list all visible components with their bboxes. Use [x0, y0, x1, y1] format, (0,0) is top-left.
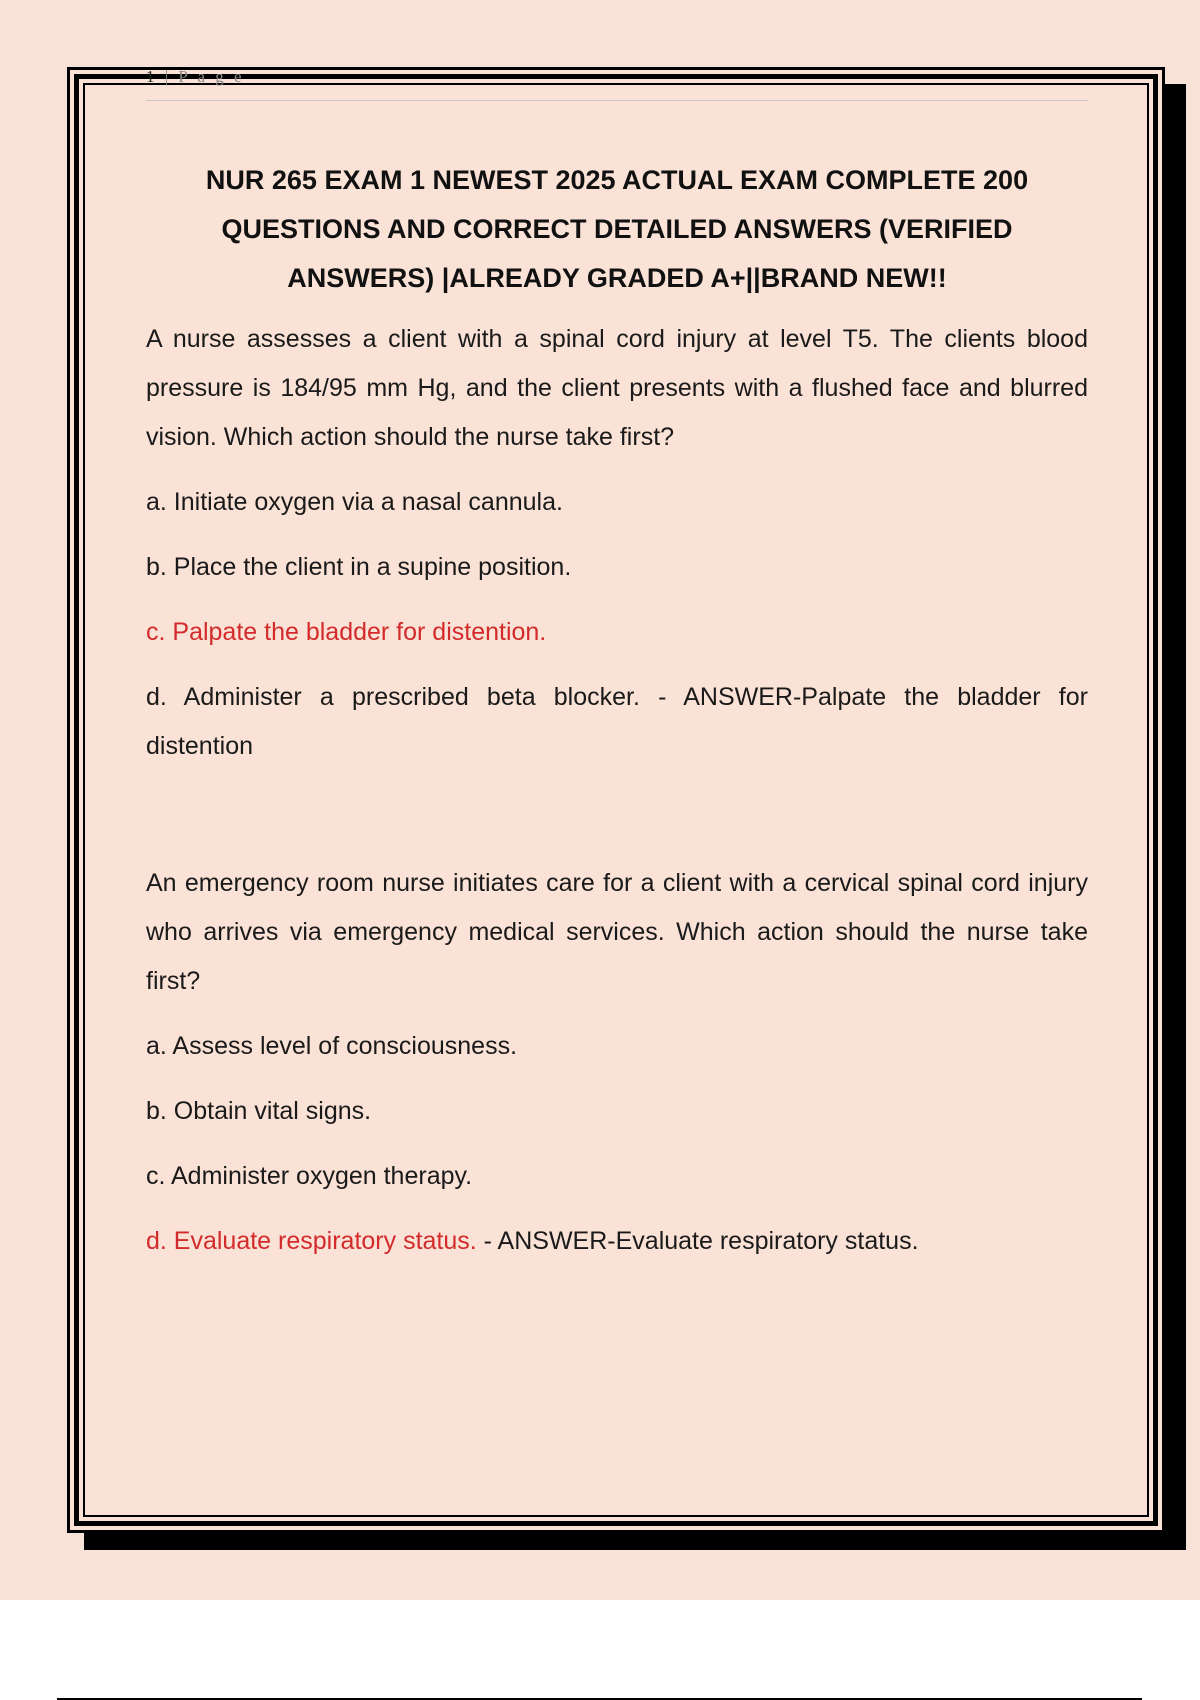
question-1-answer: - ANSWER-Palpate the bladder for distention: [146, 683, 1088, 760]
question-1-option-c-correct: c. Palpate the bladder for distention.: [146, 618, 547, 646]
question-2-option-a: a. Assess level of consciousness.: [146, 1032, 518, 1060]
question-1-stem: A nurse assesses a client with a spinal cord injury at level T5. The clients blood pressure is 184/95 mm Hg, and the client presents with a flushed face and blurred vision. Which action should the nurse take first?: [146, 325, 1088, 451]
question-2-option-b: b. Obtain vital signs.: [146, 1097, 372, 1125]
document-title: NUR 265 EXAM 1 NEWEST 2025 ACTUAL EXAM COMPLETE 200 QUESTIONS AND CORRECT DETAILED ANSWERS (VERIFIED ANSWERS) |ALREADY GRADED A+||BRAND NEW!!: [205, 165, 1029, 293]
question-1-option-a: a. Initiate oxygen via a nasal cannula.: [146, 488, 563, 516]
header-divider: [146, 100, 1088, 101]
question-1-option-d-text: d. Administer a prescribed beta blocker.: [146, 683, 640, 711]
page-number-header: [146, 68, 1088, 86]
question-2-stem: An emergency room nurse initiates care for a client with a cervical spinal cord injury who arrives via emergency medical services. Which action should the nurse take first?: [146, 869, 1088, 995]
question-2-option-c: c. Administer oxygen therapy.: [146, 1162, 473, 1190]
page-number: 1: [146, 68, 158, 86]
document-content: [146, 68, 1088, 1266]
page-label: | P a g e: [164, 68, 245, 86]
question-2-option-d-correct: d. Evaluate respiratory status.: [146, 1227, 477, 1255]
question-2-option-d: [146, 1217, 1088, 1266]
question-2-answer: - ANSWER-Evaluate respiratory status.: [476, 1227, 919, 1255]
question-1-option-d: [146, 673, 1088, 771]
question-1-option-b: b. Place the client in a supine position.: [146, 553, 572, 581]
